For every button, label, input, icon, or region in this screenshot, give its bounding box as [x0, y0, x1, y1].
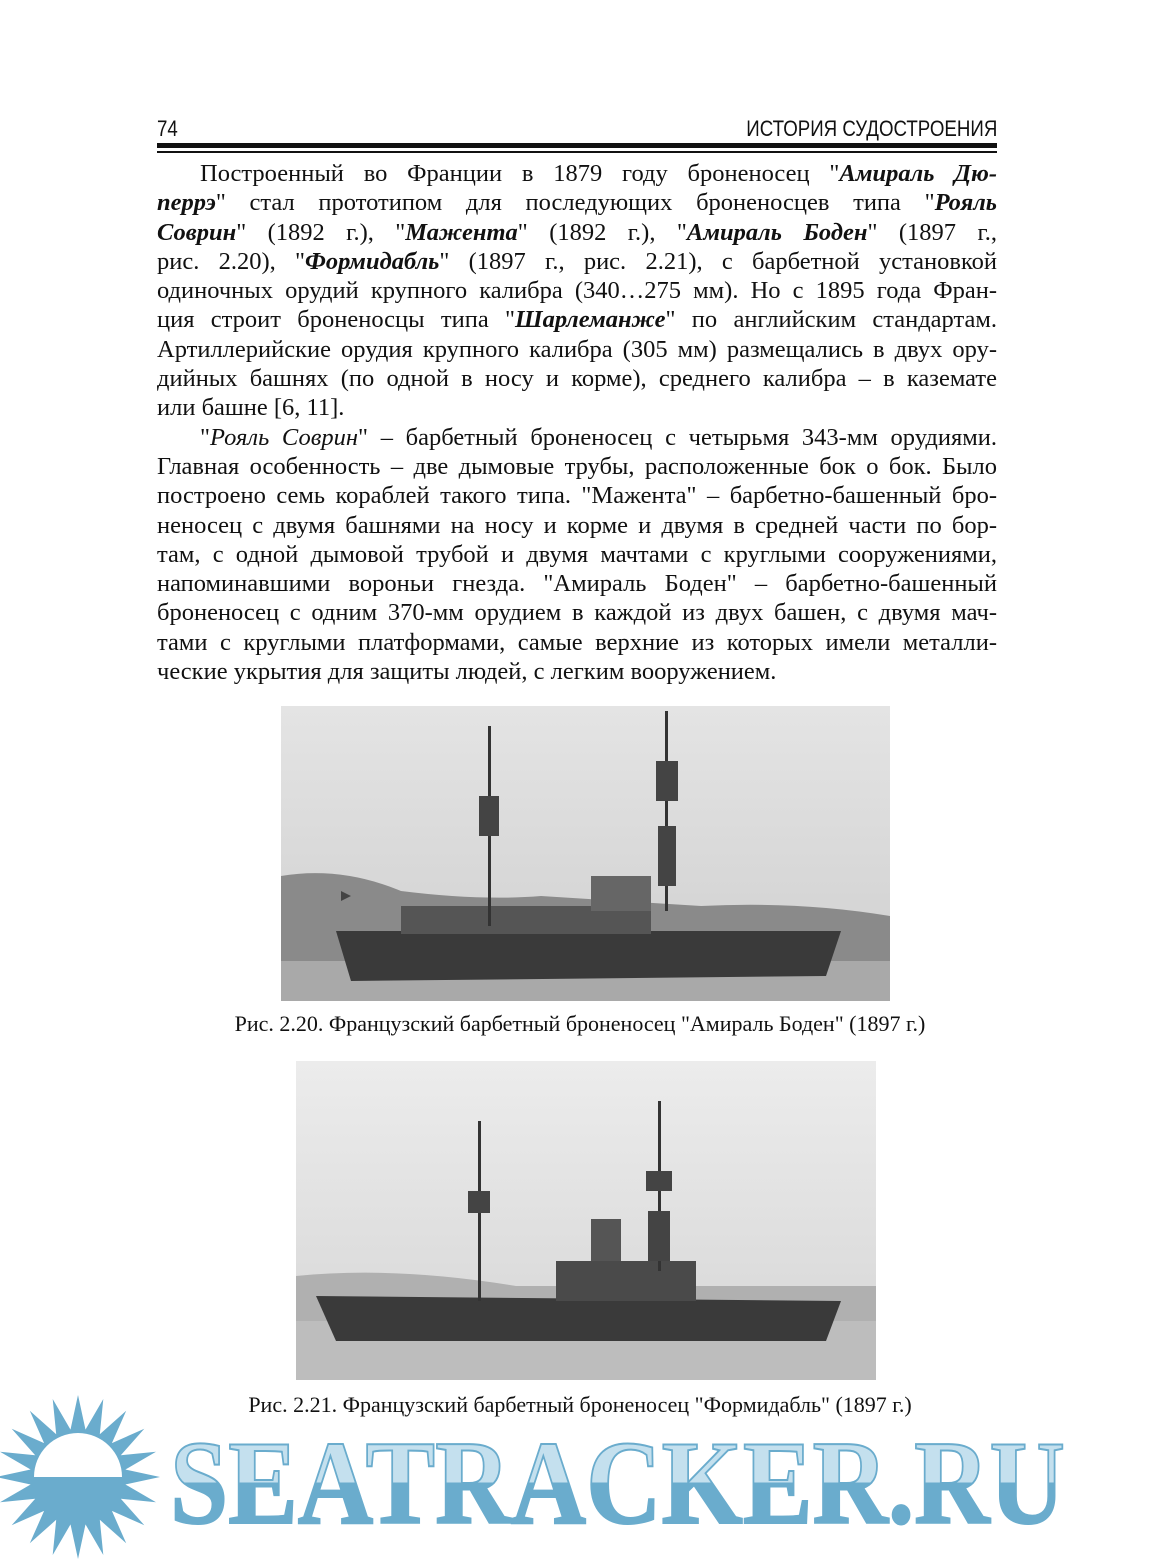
- text-segment: неносец с двумя башнями на носу и корме и двумя в средней части по бор-: [157, 511, 997, 539]
- text-line: [157, 423, 997, 452]
- text-line: [157, 218, 997, 247]
- text-line: [157, 481, 997, 510]
- figure-2-21-photo: [296, 1061, 876, 1380]
- ship-name-emphasis: перрэ: [157, 189, 216, 217]
- ship-name-emphasis: Рояль: [934, 189, 997, 217]
- text-line: [157, 188, 997, 217]
- text-line: [157, 276, 997, 305]
- text-segment: " (1897 г.,: [867, 218, 997, 246]
- text-segment: напоминавшими вороньи гнезда. "Амираль Боден" – барбетно-башенный: [157, 570, 997, 598]
- ship-name-emphasis: Мажента: [405, 218, 518, 246]
- text-segment: " по английским стандартам.: [665, 306, 997, 334]
- watermark-text: SEATRACKER.RU: [170, 1416, 1065, 1549]
- text-line: [157, 628, 997, 657]
- text-segment: " (1897 г., рис. 2.21), с барбетной установкой: [439, 247, 997, 275]
- text-segment: броненосец с одним 370-мм орудием в каждой из двух башен, с двумя мач-: [157, 599, 997, 627]
- text-segment: " стал прототипом для последующих броненосцев типа ": [215, 189, 935, 217]
- text-segment: дийных башнях (по одной в носу и корме), среднего калибра – в каземате: [157, 365, 997, 393]
- text-line: [157, 540, 997, 569]
- ship-name-emphasis: Рояль Соврин: [210, 423, 358, 451]
- figure-2-20-caption: Рис. 2.20. Французский барбетный броненосец "Амираль Боден" (1897 г.): [234, 1011, 926, 1036]
- text-line: [157, 335, 997, 364]
- ship-name-emphasis: Соврин: [157, 218, 237, 246]
- ship-name-emphasis: Амираль Дю-: [839, 160, 998, 187]
- text-segment: Артиллерийские орудия крупного калибра (305 мм) размещались в двух ору-: [157, 335, 997, 363]
- text-segment: там, с одной дымовой трубой и двумя мачтами с круглыми сооружениями,: [157, 540, 997, 568]
- text-segment: Главная особенность – две дымовые трубы, расположенные бок о бок. Было: [157, 452, 997, 480]
- figure-2-20-photo: [281, 706, 890, 1001]
- body-text: [157, 159, 997, 686]
- text-line: [157, 305, 997, 334]
- text-line: [157, 393, 997, 422]
- text-line: [157, 657, 997, 686]
- figure-2-21-caption: Рис. 2.21. Французский барбетный броненосец "Формидабль" (1897 г.): [248, 1392, 912, 1417]
- ship-name-emphasis: Формидабль: [305, 247, 440, 275]
- text-line: [157, 364, 997, 393]
- running-title: ИСТОРИЯ СУДОСТРОЕНИЯ: [745, 116, 997, 141]
- text-segment: Построенный во Франции в 1879 году броненосец ": [200, 160, 840, 187]
- text-segment: или башне [6, 11].: [157, 394, 345, 422]
- text-segment: " (1892 г.), ": [517, 218, 687, 246]
- text-segment: ция строит броненосцы типа ": [157, 306, 515, 334]
- header-rule-thick: [157, 143, 997, 148]
- running-header: [157, 112, 997, 142]
- text-segment: ческие укрытия для защиты людей, с легким вооружением.: [157, 658, 777, 686]
- text-line: [157, 452, 997, 481]
- page-number: 74: [157, 116, 178, 141]
- text-line: [157, 247, 997, 276]
- ship-name-emphasis: Шарлеманже: [515, 306, 666, 334]
- text-segment: тами с круглыми платформами, самые верхние из которых имели металли-: [157, 628, 997, 656]
- text-line: [157, 598, 997, 627]
- sun-logo-icon: [0, 1395, 160, 1559]
- text-line: [157, 569, 997, 598]
- text-segment: " (1892 г.), ": [236, 218, 406, 246]
- text-segment: рис. 2.20), ": [157, 247, 306, 275]
- text-segment: " – барбетный броненосец с четырьмя 343-мм орудиями.: [358, 423, 998, 451]
- ship-name-emphasis: Амираль Боден: [686, 218, 868, 246]
- text-segment: одиночных орудий крупного калибра (340…275 мм). Но с 1895 года Фран-: [157, 277, 997, 305]
- text-line: [157, 159, 997, 188]
- header-rule-thin: [157, 151, 997, 153]
- text-segment: построено семь кораблей такого типа. "Мажента" – барбетно-башенный бро-: [157, 482, 997, 510]
- text-line: [157, 511, 997, 540]
- seatracker-watermark: [0, 1395, 1080, 1559]
- text-segment: ": [200, 423, 211, 451]
